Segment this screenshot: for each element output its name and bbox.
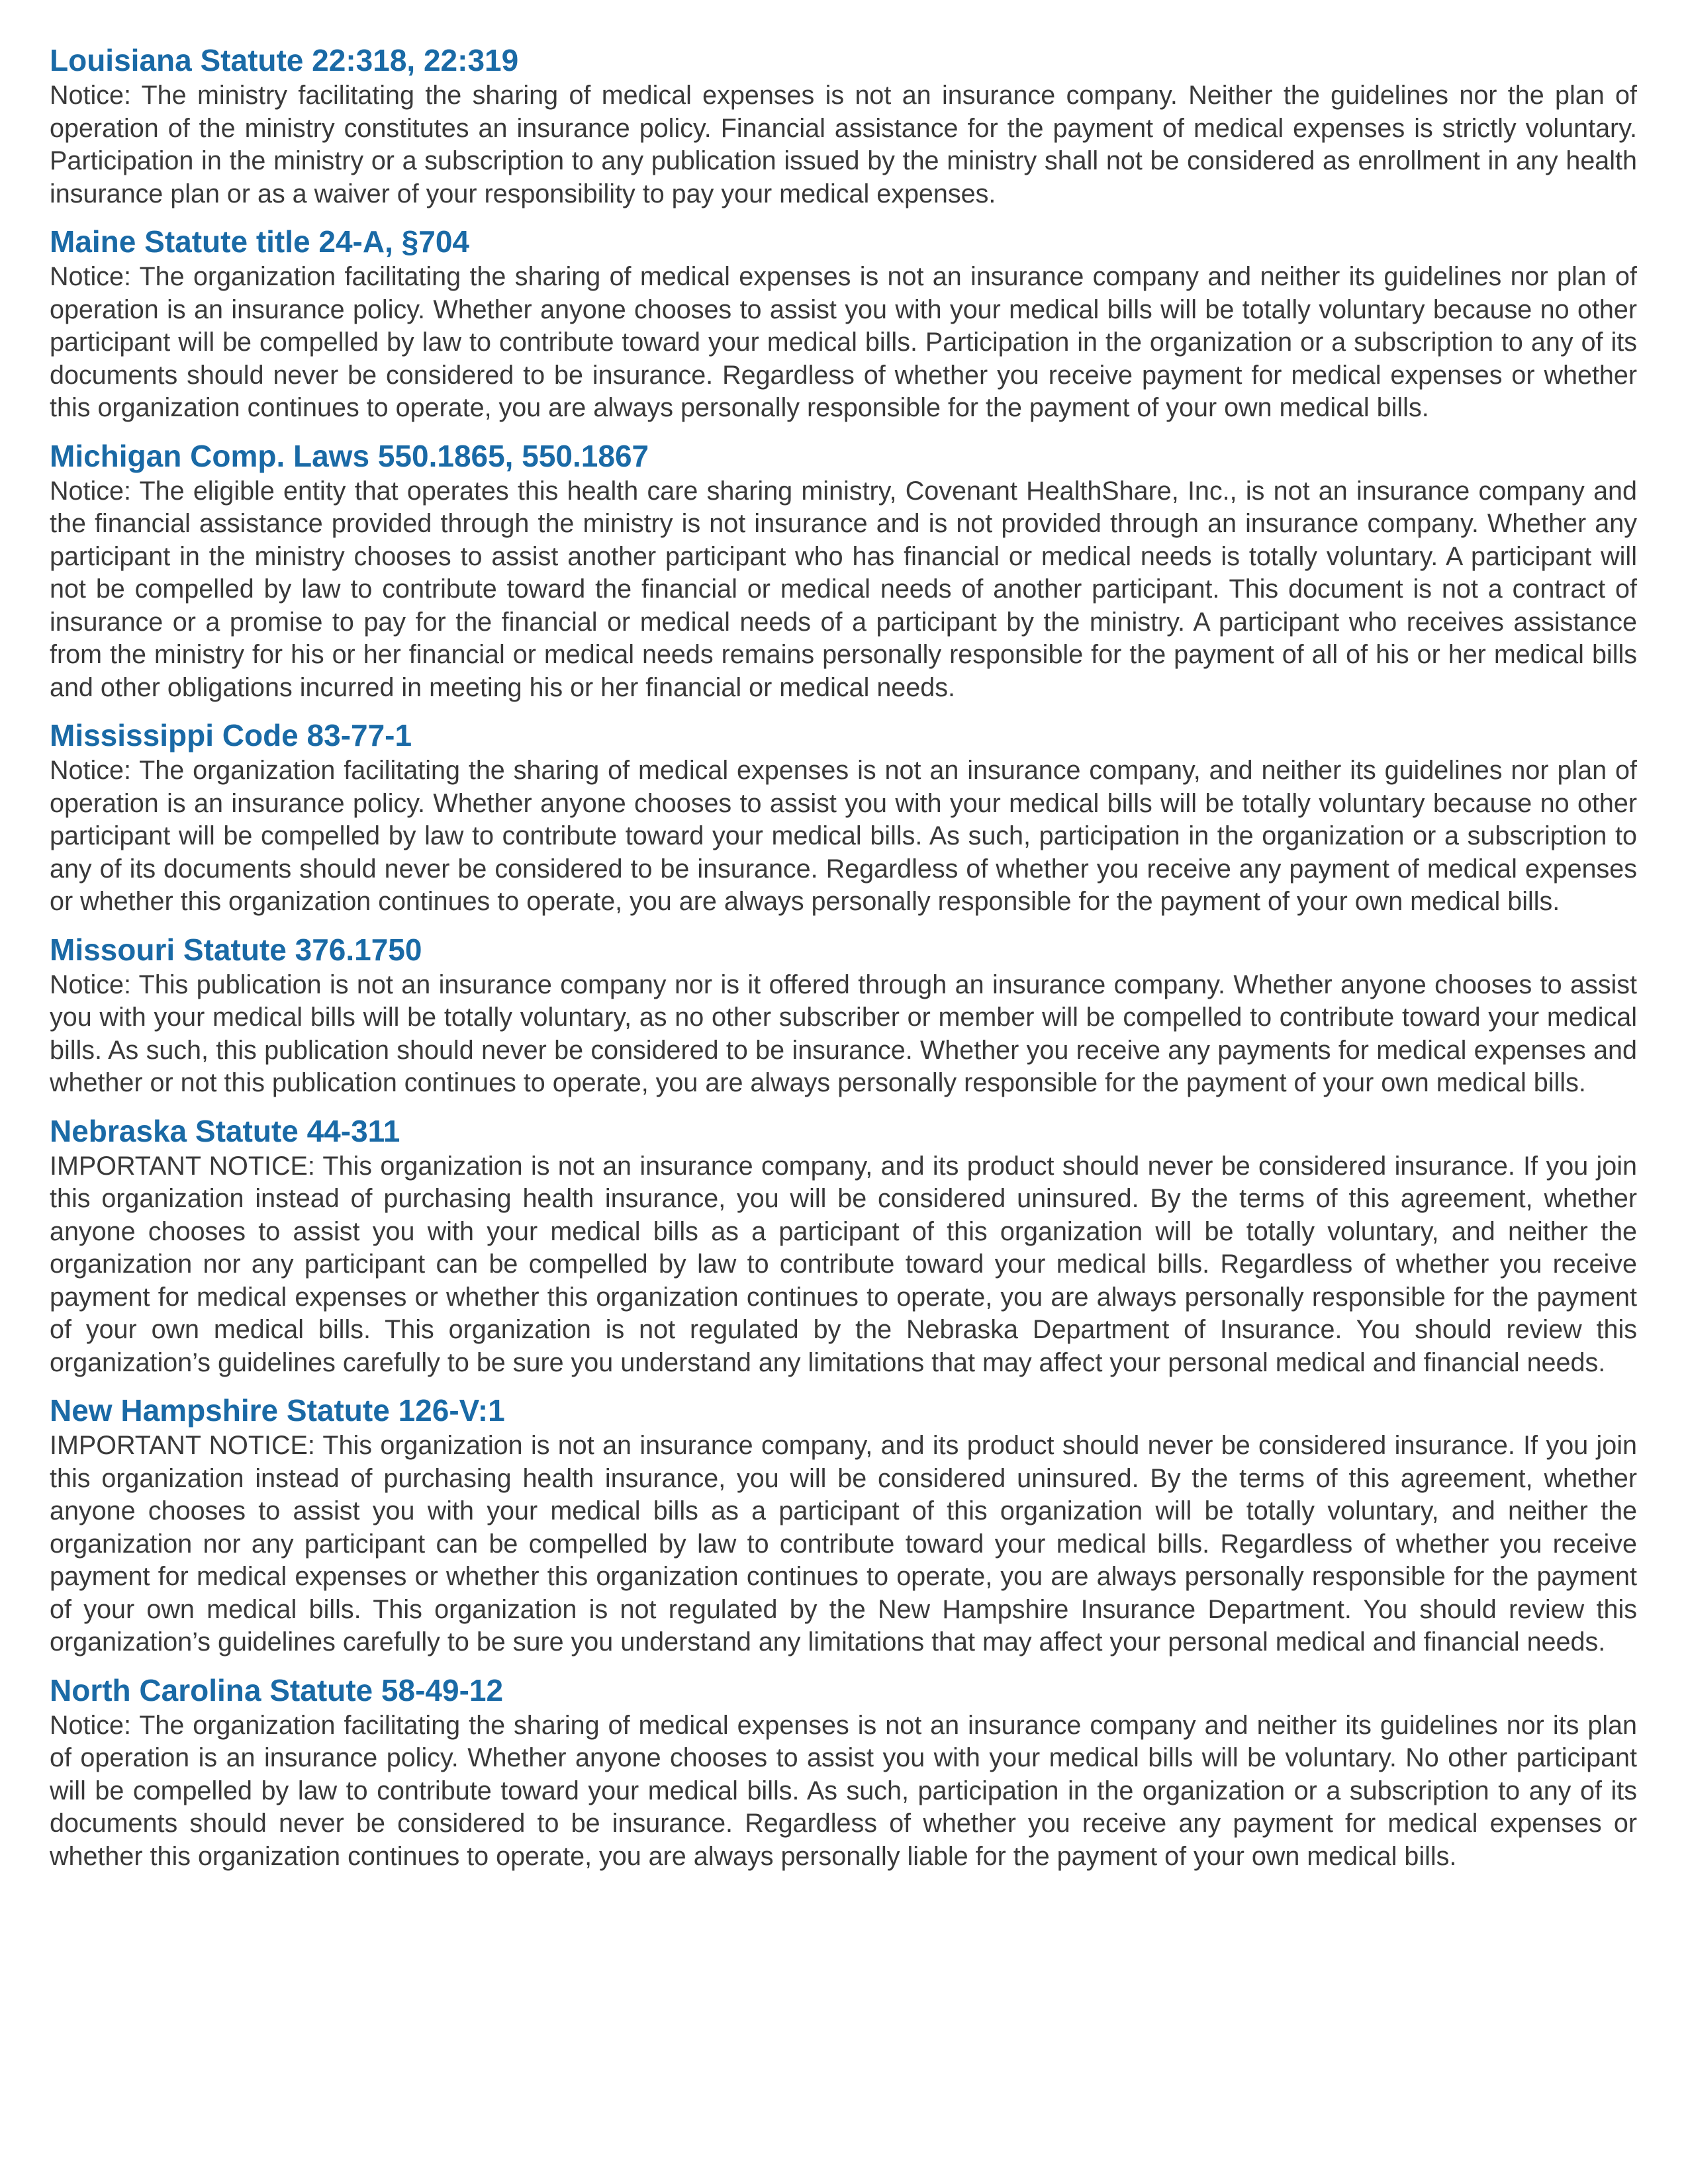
section-heading: Mississippi Code 83-77-1 xyxy=(50,718,412,752)
document-page xyxy=(50,41,1637,1885)
section-new-hampshire xyxy=(50,1391,1637,1659)
section-heading: Louisiana Statute 22:318, 22:319 xyxy=(50,43,519,77)
section-heading: North Carolina Statute 58-49-12 xyxy=(50,1672,504,1707)
section-text: Notice: The eligible entity that operates this health care sharing ministry, Covenant HealthShare, Inc., is not an insurance company and the financial assistance provided through the ministry is not insurance and is not provided through an insurance company. Whether any participant in the ministry chooses to assist another participant who has financial or medical needs is totally voluntary. A participant will not be compelled by law to contribute toward the financial or medical needs of another participant. This document is not a contract of insurance or a promise to pay for the financial or medical needs of a participant by the ministry. A participant who receives assistance from the ministry for his or her financial or medical needs remains personally responsible for the payment of all of his or her medical bills and other obligations incurred in meeting his or her financial or medical needs. xyxy=(50,476,1637,702)
section-north-carolina xyxy=(50,1671,1637,1874)
section-maine xyxy=(50,222,1637,425)
section-michigan xyxy=(50,437,1637,705)
section-text: Notice: The organization facilitating the sharing of medical expenses is not an insurance company, and neither its guidelines nor plan of operation is an insurance policy. Whether anyone chooses to assist you with your medical bills will be totally voluntary because no other participant will be compelled by law to contribute toward your medical bills. As such, participation in the organization or a subscription to any of its documents should never be considered to be insurance. Regardless of whether you receive any payment of medical expenses or whether this organization continues to operate, you are always personally responsible for the payment of your own medical bills. xyxy=(50,756,1637,916)
section-text: Notice: The organization facilitating the sharing of medical expenses is not an insurance company and neither its guidelines nor its plan of operation is an insurance policy. Whether anyone chooses to assist you with your medical bills will be voluntary. No other participant will be compelled by law to contribute toward your medical bills. As such, participation in the organization or a subscription to any of its documents should never be considered to be insurance. Regardless of whether you receive any payment for medical expenses or whether this organization continues to operate, you are always personally liable for the payment of your own medical bills. xyxy=(50,1710,1637,1871)
section-text: Notice: The organization facilitating the sharing of medical expenses is not an insurance company and neither its guidelines nor plan of operation is an insurance policy. Whether anyone chooses to assist you with your medical bills will be totally voluntary because no other participant will be compelled by law to contribute toward your medical bills. Participation in the organization or a subscription to any of its documents should never be considered to be insurance. Regardless of whether you receive payment for medical expenses or whether this organization continues to operate, you are always personally responsible for the payment of your own medical bills. xyxy=(50,262,1637,422)
section-heading: Missouri Statute 376.1750 xyxy=(50,932,422,967)
section-heading: Maine Statute title 24-A, §704 xyxy=(50,224,469,259)
section-missouri xyxy=(50,931,1637,1100)
section-text: Notice: This publication is not an insurance company nor is it offered through an insurance company. Whether anyone chooses to assist you with your medical bills will be totally voluntary, as no other subscriber or member will be compelled to contribute toward your medical bills. As such, this publication should never be considered to be insurance. Whether you receive any payments for medical expenses and whether or not this publication continues to operate, you are always personally responsible for the payment of your own medical bills. xyxy=(50,970,1637,1097)
section-louisiana xyxy=(50,41,1637,210)
section-nebraska xyxy=(50,1112,1637,1380)
section-text: IMPORTANT NOTICE: This organization is not an insurance company, and its product should never be considered insurance. If you join this organization instead of purchasing health insurance, you will be considered uninsured. By the terms of this agreement, whether anyone chooses to assist you with your medical bills as a participant of this organization will be totally voluntary, and neither the organization nor any participant can be compelled by law to contribute toward your medical bills. Regardless of whether you receive payment for medical expenses or whether this organization continues to operate, you are always personally responsible for the payment of your own medical bills. This organization is not regulated by the New Hampshire Insurance Department. You should review this organization’s guidelines carefully to be sure you understand any limitations that may affect your personal medical and financial needs. xyxy=(50,1431,1637,1657)
section-text: Notice: The ministry facilitating the sharing of medical expenses is not an insurance company. Neither the guidelines nor the plan of operation of the ministry constitutes an insurance policy. Financial assistance for the payment of medical expenses is strictly voluntary. Participation in the ministry or a subscription to any publication issued by the ministry shall not be considered as enrollment in any health insurance plan or as a waiver of your responsibility to pay your medical expenses. xyxy=(50,81,1637,208)
section-text: IMPORTANT NOTICE: This organization is not an insurance company, and its product should never be considered insurance. If you join this organization instead of purchasing health insurance, you will be considered uninsured. By the terms of this agreement, whether anyone chooses to assist you with your medical bills as a participant of this organization will be totally voluntary, and neither the organization nor any participant can be compelled by law to contribute toward your medical bills. Regardless of whether you receive payment for medical expenses or whether this organization continues to operate, you are always personally responsible for the payment of your own medical bills. This organization is not regulated by the Nebraska Department of Insurance. You should review this organization’s guidelines carefully to be sure you understand any limitations that may affect your personal medical and financial needs. xyxy=(50,1151,1637,1377)
section-mississippi xyxy=(50,716,1637,919)
section-heading: Michigan Comp. Laws 550.1865, 550.1867 xyxy=(50,438,649,473)
section-heading: New Hampshire Statute 126-V:1 xyxy=(50,1393,505,1428)
section-heading: Nebraska Statute 44-311 xyxy=(50,1113,400,1148)
